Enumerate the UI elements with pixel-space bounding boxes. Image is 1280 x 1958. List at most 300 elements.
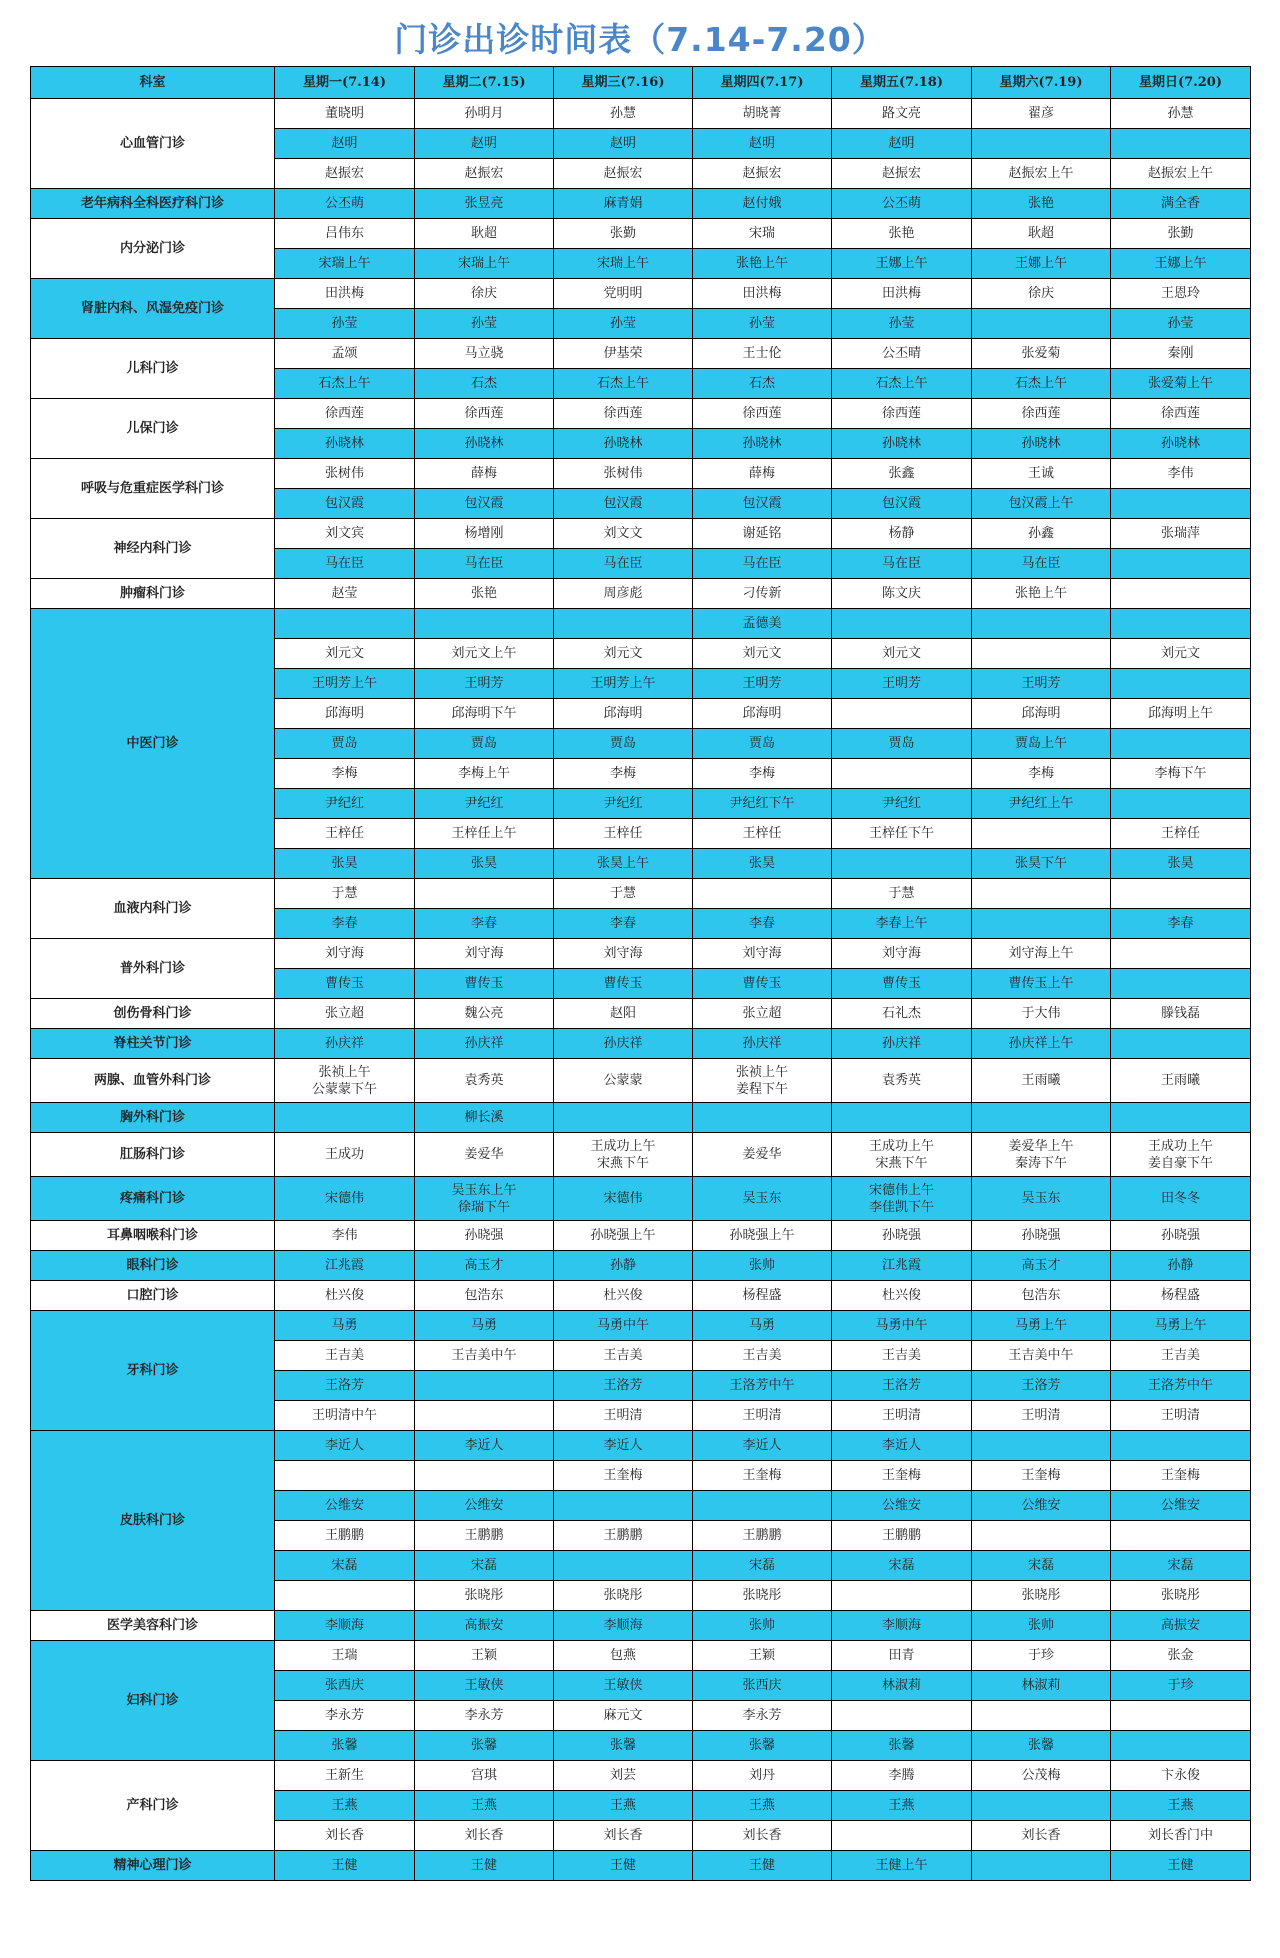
doctor-cell: 赵明 [275, 129, 415, 159]
doctor-cell: 石杰上午 [972, 369, 1111, 399]
doctor-cell [415, 609, 554, 639]
doctor-cell: 赵振宏 [693, 159, 832, 189]
doctor-cell: 王明芳 [693, 669, 832, 699]
department-name: 普外科门诊 [31, 939, 275, 999]
doctor-cell: 王鹏鹏 [832, 1521, 972, 1551]
doctor-cell: 张馨 [832, 1731, 972, 1761]
doctor-cell: 王洛芳 [832, 1371, 972, 1401]
doctor-cell [1111, 879, 1251, 909]
department-name: 儿科门诊 [31, 339, 275, 399]
doctor-cell: 王明清 [693, 1401, 832, 1431]
doctor-cell: 包汉霞 [693, 489, 832, 519]
doctor-cell: 马勇 [693, 1311, 832, 1341]
doctor-cell: 王明芳上午 [554, 669, 693, 699]
doctor-cell: 孙晓林 [1111, 429, 1251, 459]
doctor-cell [693, 1491, 832, 1521]
doctor-cell: 谢延铭 [693, 519, 832, 549]
doctor-cell [972, 609, 1111, 639]
doctor-cell: 满全香 [1111, 189, 1251, 219]
doctor-cell: 李近人 [415, 1431, 554, 1461]
doctor-cell: 王奎梅 [693, 1461, 832, 1491]
doctor-cell: 柳长溪 [415, 1103, 554, 1133]
doctor-cell: 王恩玲 [1111, 279, 1251, 309]
table-row [31, 879, 1251, 909]
doctor-cell: 王颖 [693, 1641, 832, 1671]
doctor-cell: 张馨 [972, 1731, 1111, 1761]
table-row [31, 1103, 1251, 1133]
doctor-cell: 李春 [693, 909, 832, 939]
department-name: 耳鼻咽喉科门诊 [31, 1221, 275, 1251]
column-header-day: 星期四(7.17) [693, 67, 832, 99]
doctor-cell: 田青 [832, 1641, 972, 1671]
doctor-cell: 赵振宏上午 [1111, 159, 1251, 189]
doctor-cell [1111, 1521, 1251, 1551]
doctor-cell: 赵振宏 [554, 159, 693, 189]
table-row [31, 1311, 1251, 1341]
doctor-cell: 孙庆祥 [415, 1029, 554, 1059]
doctor-cell [554, 1103, 693, 1133]
doctor-cell: 王鹏鹏 [554, 1521, 693, 1551]
doctor-cell: 赵振宏 [415, 159, 554, 189]
doctor-cell: 马在臣 [415, 549, 554, 579]
doctor-cell: 薛梅 [415, 459, 554, 489]
doctor-cell: 刘元文 [275, 639, 415, 669]
doctor-cell: 马勇中午 [554, 1311, 693, 1341]
doctor-cell: 田洪梅 [832, 279, 972, 309]
doctor-cell: 公茂梅 [972, 1761, 1111, 1791]
doctor-cell: 王燕 [275, 1791, 415, 1821]
doctor-cell: 宋磊 [832, 1551, 972, 1581]
doctor-cell: 孙莹 [275, 309, 415, 339]
table-row [31, 1177, 1251, 1221]
doctor-cell: 刘长香 [275, 1821, 415, 1851]
doctor-cell: 党明明 [554, 279, 693, 309]
doctor-cell: 尹纪红 [832, 789, 972, 819]
doctor-cell: 于珍 [972, 1641, 1111, 1671]
doctor-cell: 马立骁 [415, 339, 554, 369]
doctor-cell: 孙庆祥 [275, 1029, 415, 1059]
doctor-cell: 张昊下午 [972, 849, 1111, 879]
table-row [31, 99, 1251, 129]
doctor-cell: 赵莹 [275, 579, 415, 609]
doctor-cell: 于大伟 [972, 999, 1111, 1029]
doctor-cell: 邱海明上午 [1111, 699, 1251, 729]
doctor-cell: 孙晓强 [832, 1221, 972, 1251]
doctor-cell: 刘守海上午 [972, 939, 1111, 969]
doctor-cell: 麻元文 [554, 1701, 693, 1731]
doctor-cell [1111, 729, 1251, 759]
doctor-cell: 孟德美 [693, 609, 832, 639]
doctor-cell: 李春 [275, 909, 415, 939]
table-row [31, 189, 1251, 219]
doctor-cell: 孟颂 [275, 339, 415, 369]
table-row [31, 519, 1251, 549]
doctor-cell: 翟彦 [972, 99, 1111, 129]
doctor-cell: 姜爱华 [415, 1133, 554, 1177]
doctor-cell: 孙莹 [415, 309, 554, 339]
department-name: 脊柱关节门诊 [31, 1029, 275, 1059]
doctor-cell: 杜兴俊 [832, 1281, 972, 1311]
table-row [31, 939, 1251, 969]
doctor-cell: 李梅 [275, 759, 415, 789]
doctor-cell: 张馨 [275, 1731, 415, 1761]
doctor-cell: 马在臣 [832, 549, 972, 579]
doctor-cell: 宋瑞 [693, 219, 832, 249]
doctor-cell: 公维安 [275, 1491, 415, 1521]
doctor-cell: 孙晓林 [554, 429, 693, 459]
doctor-cell: 王梓任 [554, 819, 693, 849]
doctor-cell: 公维安 [1111, 1491, 1251, 1521]
doctor-cell: 王成功上午 宋燕下午 [832, 1133, 972, 1177]
doctor-cell: 林淑莉 [972, 1671, 1111, 1701]
doctor-cell: 张爱菊上午 [1111, 369, 1251, 399]
doctor-cell [832, 609, 972, 639]
doctor-cell: 孙庆祥 [693, 1029, 832, 1059]
doctor-cell: 宫琪 [415, 1761, 554, 1791]
doctor-cell: 包浩东 [972, 1281, 1111, 1311]
doctor-cell: 赵明 [832, 129, 972, 159]
table-row [31, 1851, 1251, 1881]
department-name: 牙科门诊 [31, 1311, 275, 1431]
doctor-cell: 尹纪红 [554, 789, 693, 819]
doctor-cell: 路文亮 [832, 99, 972, 129]
doctor-cell: 公维安 [972, 1491, 1111, 1521]
doctor-cell: 张立超 [693, 999, 832, 1029]
doctor-cell: 李春上午 [832, 909, 972, 939]
doctor-cell: 石杰 [415, 369, 554, 399]
doctor-cell: 孙晓强 [972, 1221, 1111, 1251]
doctor-cell: 邱海明下午 [415, 699, 554, 729]
doctor-cell: 王新生 [275, 1761, 415, 1791]
doctor-cell: 尹纪红上午 [972, 789, 1111, 819]
doctor-cell: 张瑞萍 [1111, 519, 1251, 549]
doctor-cell: 公维安 [415, 1491, 554, 1521]
doctor-cell: 刘元文 [832, 639, 972, 669]
doctor-cell: 张鑫 [832, 459, 972, 489]
doctor-cell: 曹传玉 [693, 969, 832, 999]
doctor-cell [1111, 1103, 1251, 1133]
doctor-cell: 王鹏鹏 [415, 1521, 554, 1551]
doctor-cell: 马勇上午 [972, 1311, 1111, 1341]
doctor-cell: 王吉美 [275, 1341, 415, 1371]
department-name: 皮肤科门诊 [31, 1431, 275, 1611]
doctor-cell: 宋磊 [693, 1551, 832, 1581]
doctor-cell [972, 909, 1111, 939]
doctor-cell: 周彦彪 [554, 579, 693, 609]
doctor-cell [415, 1371, 554, 1401]
doctor-cell [1111, 1431, 1251, 1461]
doctor-cell [972, 879, 1111, 909]
doctor-cell: 马勇上午 [1111, 1311, 1251, 1341]
doctor-cell: 王明清 [972, 1401, 1111, 1431]
doctor-cell [554, 1491, 693, 1521]
doctor-cell: 公维安 [832, 1491, 972, 1521]
doctor-cell [1111, 1701, 1251, 1731]
doctor-cell: 刘守海 [832, 939, 972, 969]
doctor-cell [972, 1103, 1111, 1133]
doctor-cell [415, 1461, 554, 1491]
doctor-cell: 石杰上午 [275, 369, 415, 399]
doctor-cell: 于慧 [554, 879, 693, 909]
doctor-cell: 王燕 [1111, 1791, 1251, 1821]
table-header [31, 67, 1251, 99]
doctor-cell: 李梅上午 [415, 759, 554, 789]
doctor-cell: 王梓任上午 [415, 819, 554, 849]
doctor-cell: 石杰上午 [554, 369, 693, 399]
doctor-cell: 陈文庆 [832, 579, 972, 609]
doctor-cell [832, 759, 972, 789]
doctor-cell: 刁传新 [693, 579, 832, 609]
doctor-cell: 江兆霞 [832, 1251, 972, 1281]
doctor-cell: 孙晓林 [275, 429, 415, 459]
doctor-cell: 吴玉东 [972, 1177, 1111, 1221]
doctor-cell: 马在臣 [972, 549, 1111, 579]
doctor-cell: 张馨 [693, 1731, 832, 1761]
doctor-cell [972, 129, 1111, 159]
doctor-cell: 董晓明 [275, 99, 415, 129]
doctor-cell: 刘长香 [554, 1821, 693, 1851]
doctor-cell [415, 1401, 554, 1431]
doctor-cell: 张树伟 [554, 459, 693, 489]
doctor-cell: 滕钱磊 [1111, 999, 1251, 1029]
doctor-cell [972, 1431, 1111, 1461]
doctor-cell: 孙晓林 [972, 429, 1111, 459]
doctor-cell: 赵明 [693, 129, 832, 159]
doctor-cell: 王吉美 [1111, 1341, 1251, 1371]
doctor-cell: 王吉美 [693, 1341, 832, 1371]
doctor-cell: 徐西莲 [693, 399, 832, 429]
doctor-cell: 包汉霞 [554, 489, 693, 519]
doctor-cell: 刘文文 [554, 519, 693, 549]
doctor-cell: 张帅 [693, 1251, 832, 1281]
doctor-cell: 王洛芳中午 [1111, 1371, 1251, 1401]
doctor-cell: 王奎梅 [554, 1461, 693, 1491]
doctor-cell: 田冬冬 [1111, 1177, 1251, 1221]
doctor-cell: 刘长香 [972, 1821, 1111, 1851]
doctor-cell: 张晓彤 [972, 1581, 1111, 1611]
doctor-cell: 邱海明 [554, 699, 693, 729]
doctor-cell: 吕伟东 [275, 219, 415, 249]
doctor-cell: 石杰 [693, 369, 832, 399]
doctor-cell: 孙莹 [554, 309, 693, 339]
table-row [31, 339, 1251, 369]
doctor-cell: 张昱亮 [415, 189, 554, 219]
doctor-cell: 张昊 [275, 849, 415, 879]
doctor-cell: 邱海明 [275, 699, 415, 729]
doctor-cell: 李梅 [554, 759, 693, 789]
table-row [31, 459, 1251, 489]
doctor-cell: 杜兴俊 [554, 1281, 693, 1311]
department-name: 心血管门诊 [31, 99, 275, 189]
doctor-cell: 张西庆 [693, 1671, 832, 1701]
doctor-cell: 刘元文 [554, 639, 693, 669]
doctor-cell: 王明清 [1111, 1401, 1251, 1431]
doctor-cell: 包汉霞 [415, 489, 554, 519]
department-name: 产科门诊 [31, 1761, 275, 1851]
doctor-cell: 吴玉东 [693, 1177, 832, 1221]
doctor-cell: 耿超 [972, 219, 1111, 249]
doctor-cell: 王洛芳 [554, 1371, 693, 1401]
doctor-cell: 赵付娥 [693, 189, 832, 219]
table-row [31, 279, 1251, 309]
table-row [31, 1641, 1251, 1671]
department-name: 内分泌门诊 [31, 219, 275, 279]
table-row [31, 1761, 1251, 1791]
doctor-cell: 张爱菊 [972, 339, 1111, 369]
doctor-cell: 刘元文 [693, 639, 832, 669]
doctor-cell: 王明清 [832, 1401, 972, 1431]
doctor-cell: 张祯上午 姜程下午 [693, 1059, 832, 1103]
doctor-cell: 李顺海 [275, 1611, 415, 1641]
table-row [31, 1611, 1251, 1641]
doctor-cell: 刘守海 [554, 939, 693, 969]
doctor-cell: 王成功 [275, 1133, 415, 1177]
doctor-cell: 李伟 [1111, 459, 1251, 489]
doctor-cell [1111, 129, 1251, 159]
doctor-cell: 卞永俊 [1111, 1761, 1251, 1791]
doctor-cell: 李永芳 [275, 1701, 415, 1731]
doctor-cell: 李永芳 [415, 1701, 554, 1731]
doctor-cell: 马勇中午 [832, 1311, 972, 1341]
doctor-cell: 张昊 [415, 849, 554, 879]
doctor-cell: 王梓任 [1111, 819, 1251, 849]
doctor-cell: 杨程盛 [1111, 1281, 1251, 1311]
doctor-cell: 宋磊 [1111, 1551, 1251, 1581]
doctor-cell [1111, 549, 1251, 579]
doctor-cell: 徐西莲 [1111, 399, 1251, 429]
doctor-cell [1111, 789, 1251, 819]
doctor-cell: 赵阳 [554, 999, 693, 1029]
doctor-cell: 赵振宏 [832, 159, 972, 189]
doctor-cell: 张馨 [554, 1731, 693, 1761]
doctor-cell: 王健 [415, 1851, 554, 1881]
table-row [31, 219, 1251, 249]
doctor-cell: 王奎梅 [972, 1461, 1111, 1491]
doctor-cell: 杨程盛 [693, 1281, 832, 1311]
table-row [31, 999, 1251, 1029]
doctor-cell [832, 699, 972, 729]
doctor-cell: 孙静 [554, 1251, 693, 1281]
department-name: 肿瘤科门诊 [31, 579, 275, 609]
table-row [31, 1029, 1251, 1059]
doctor-cell: 麻青娟 [554, 189, 693, 219]
doctor-cell: 张西庆 [275, 1671, 415, 1701]
doctor-cell: 李春 [554, 909, 693, 939]
department-name: 口腔门诊 [31, 1281, 275, 1311]
doctor-cell: 王明芳 [415, 669, 554, 699]
doctor-cell: 包汉霞 [275, 489, 415, 519]
doctor-cell: 张祯上午 公蒙蒙下午 [275, 1059, 415, 1103]
doctor-cell: 王梓任下午 [832, 819, 972, 849]
doctor-cell [1111, 1029, 1251, 1059]
table-row [31, 1281, 1251, 1311]
doctor-cell: 王鹏鹏 [693, 1521, 832, 1551]
doctor-cell: 刘元文上午 [415, 639, 554, 669]
doctor-cell [1111, 609, 1251, 639]
doctor-cell [275, 1103, 415, 1133]
doctor-cell: 王吉美 [832, 1341, 972, 1371]
doctor-cell: 孙庆祥 [832, 1029, 972, 1059]
doctor-cell: 赵明 [415, 129, 554, 159]
doctor-cell: 袁秀英 [415, 1059, 554, 1103]
doctor-cell: 田洪梅 [275, 279, 415, 309]
doctor-cell: 宋德伟 [554, 1177, 693, 1221]
doctor-cell: 刘守海 [415, 939, 554, 969]
doctor-cell: 宋磊 [972, 1551, 1111, 1581]
doctor-cell: 李顺海 [832, 1611, 972, 1641]
doctor-cell: 江兆霞 [275, 1251, 415, 1281]
doctor-cell: 曹传玉 [415, 969, 554, 999]
department-name: 两腺、血管外科门诊 [31, 1059, 275, 1103]
doctor-cell: 刘长香 [415, 1821, 554, 1851]
department-name: 中医门诊 [31, 609, 275, 879]
doctor-cell [972, 1791, 1111, 1821]
doctor-cell: 高玉才 [415, 1251, 554, 1281]
doctor-cell: 孙慧 [554, 99, 693, 129]
doctor-cell: 吴玉东上午 徐瑞下午 [415, 1177, 554, 1221]
doctor-cell: 李近人 [832, 1431, 972, 1461]
doctor-cell: 杜兴俊 [275, 1281, 415, 1311]
doctor-cell [832, 1701, 972, 1731]
doctor-cell [275, 1461, 415, 1491]
doctor-cell: 孙晓强上午 [693, 1221, 832, 1251]
department-name: 老年病科全科医疗科门诊 [31, 189, 275, 219]
doctor-cell: 王洛芳 [275, 1371, 415, 1401]
doctor-cell: 徐西莲 [832, 399, 972, 429]
doctor-cell: 王洛芳中午 [693, 1371, 832, 1401]
table-row [31, 399, 1251, 429]
doctor-cell: 王燕 [693, 1791, 832, 1821]
doctor-cell: 王雨曦 [1111, 1059, 1251, 1103]
doctor-cell: 马在臣 [554, 549, 693, 579]
department-name: 胸外科门诊 [31, 1103, 275, 1133]
doctor-cell: 曹传玉上午 [972, 969, 1111, 999]
table-row [31, 1221, 1251, 1251]
doctor-cell: 张勤 [554, 219, 693, 249]
doctor-cell: 公丕晴 [832, 339, 972, 369]
doctor-cell: 张艳 [832, 219, 972, 249]
doctor-cell: 孙明月 [415, 99, 554, 129]
doctor-cell: 刘长香门中 [1111, 1821, 1251, 1851]
doctor-cell: 王明芳 [832, 669, 972, 699]
doctor-cell [832, 1821, 972, 1851]
doctor-cell: 李春 [1111, 909, 1251, 939]
doctor-cell: 王洛芳 [972, 1371, 1111, 1401]
doctor-cell: 曹传玉 [554, 969, 693, 999]
doctor-cell: 孙鑫 [972, 519, 1111, 549]
doctor-cell: 宋磊 [275, 1551, 415, 1581]
doctor-cell: 马勇 [275, 1311, 415, 1341]
doctor-cell: 张晓彤 [693, 1581, 832, 1611]
doctor-cell: 徐西莲 [554, 399, 693, 429]
doctor-cell: 王颖 [415, 1641, 554, 1671]
department-name: 肛肠科门诊 [31, 1133, 275, 1177]
doctor-cell: 李春 [415, 909, 554, 939]
doctor-cell: 马勇 [415, 1311, 554, 1341]
doctor-cell: 张树伟 [275, 459, 415, 489]
column-header-department: 科室 [31, 67, 275, 99]
doctor-cell: 张艳上午 [693, 249, 832, 279]
doctor-cell: 魏公亮 [415, 999, 554, 1029]
doctor-cell [1111, 489, 1251, 519]
doctor-cell: 张馨 [415, 1731, 554, 1761]
doctor-cell: 尹纪红下午 [693, 789, 832, 819]
doctor-cell: 王健 [554, 1851, 693, 1881]
doctor-cell: 张金 [1111, 1641, 1251, 1671]
doctor-cell [832, 849, 972, 879]
doctor-cell: 王明芳 [972, 669, 1111, 699]
doctor-cell: 王吉美 [554, 1341, 693, 1371]
